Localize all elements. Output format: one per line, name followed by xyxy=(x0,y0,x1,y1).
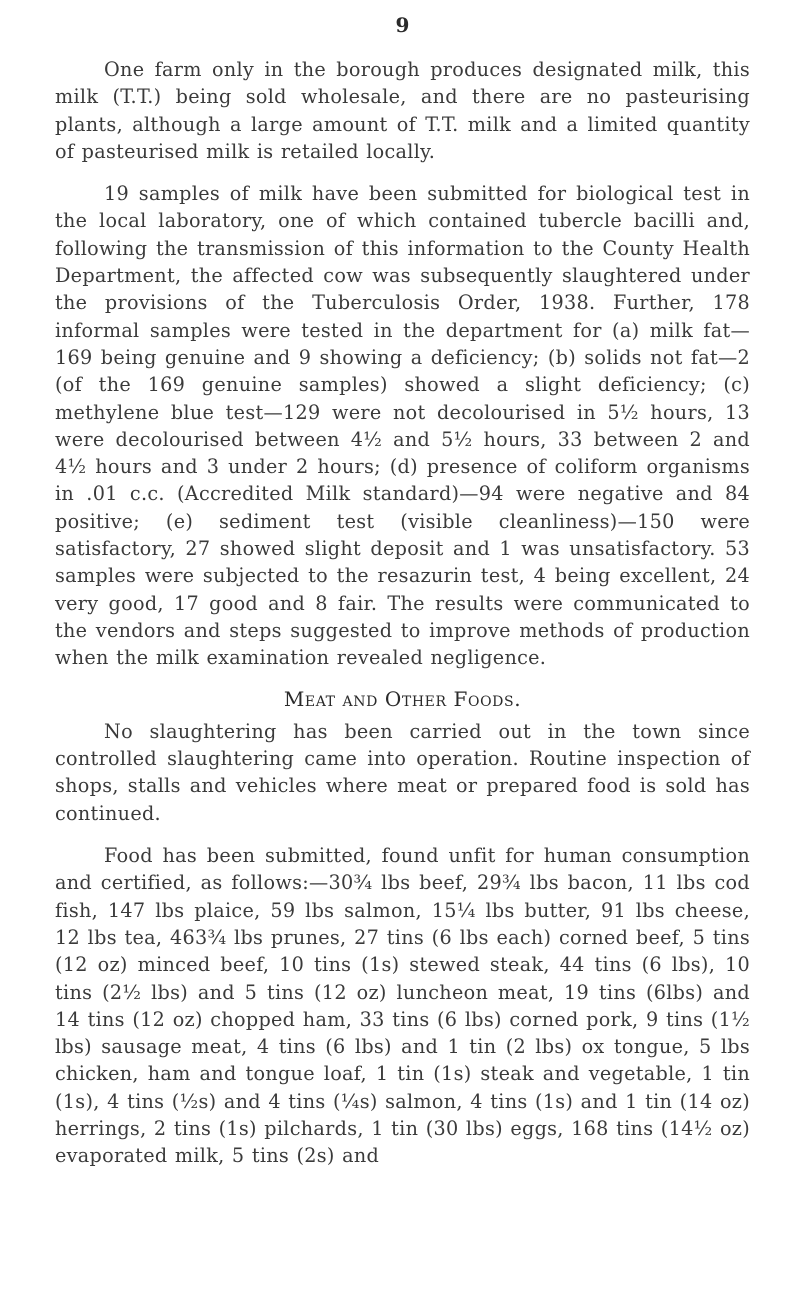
document-page xyxy=(55,0,750,1170)
paragraph-meat-1: No slaughtering has been carried out in the town since controlled slaughtering came into operation. Routine inspection of shops, stalls and vehicles where meat or prepared food is sold has continued. xyxy=(55,719,750,825)
paragraph-milk-1: One farm only in the borough produces designated milk, this milk (T.T.) being sold wholesale, and there are no pasteurising plants, although a large amount of T.T. milk and a limited quantity of pasteurised milk is retailed locally. xyxy=(55,58,750,163)
paragraph-milk-2: 19 samples of milk have been submitted for biological test in the local laboratory, one of which contained tubercle bacilli and, following the transmission of this information to the County Health Department, the affected cow was subsequently slaughtered under the provisions of the Tuberculosis Order, 1938. Further, 178 informal samples were tested in the department for (a) milk fat—169 being genuine and 9 showing a deficiency; (b) solids not fat—2 (of the 169 genuine samples) showed a slight deficiency; (c) methylene blue test—129 were not decolourised in 5½ hours, 13 were decolourised between 4½ and 5½ hours, 33 between 2 and 4½ hours and 3 under 2 hours; (d) presence of coliform organisms in .01 c.c. (Accredited Milk standard)—94 were negative and 84 positive; (e) sediment test (visible cleanliness)—150 were satisfactory, 27 showed slight deposit and 1 was unsatisfactory. 53 samples were subjected to the resazurin test, 4 being excellent, 24 very good, 17 good and 8 fair. The results were communicated to the vendors and steps suggested to improve methods of production when the milk examination revealed negligence. xyxy=(55,182,750,670)
page-number: 9 xyxy=(395,13,410,37)
paragraph-meat-2: Food has been submitted, found unfit for human consumption and certified, as follows:—30¾ lbs beef, 29¾ lbs bacon, 11 lbs cod fish, 147 lbs plaice, 59 lbs salmon, 15¼ lbs butter, 91 lbs cheese, 12 lbs tea, 463¾ lbs prunes, 27 tins (6 lbs each) corned beef, 5 tins (12 oz) minced beef, 10 tins (1s) stewed steak, 44 tins (6 lbs), 10 tins (2½ lbs) and 5 tins (12 oz) luncheon meat, 19 tins (6lbs) and 14 tins (12 oz) chopped ham, 33 tins (6 lbs) corned pork, 9 tins (1½ lbs) sausage meat, 4 tins (6 lbs) and 1 tin (2 lbs) ox tongue, 5 lbs chicken, ham and tongue loaf, 1 tin (1s) steak and vegetable, 1 tin (1s), 4 tins (½s) and 4 tins (¼s) salmon, 4 tins (1s) and 1 tin (14 oz) herrings, 2 tins (1s) pilchards, 1 tin (30 lbs) eggs, 168 tins (14½ oz) evaporated milk, 5 tins (2s) and xyxy=(55,844,750,1168)
section-heading: Meat and Other Foods. xyxy=(283,686,522,711)
